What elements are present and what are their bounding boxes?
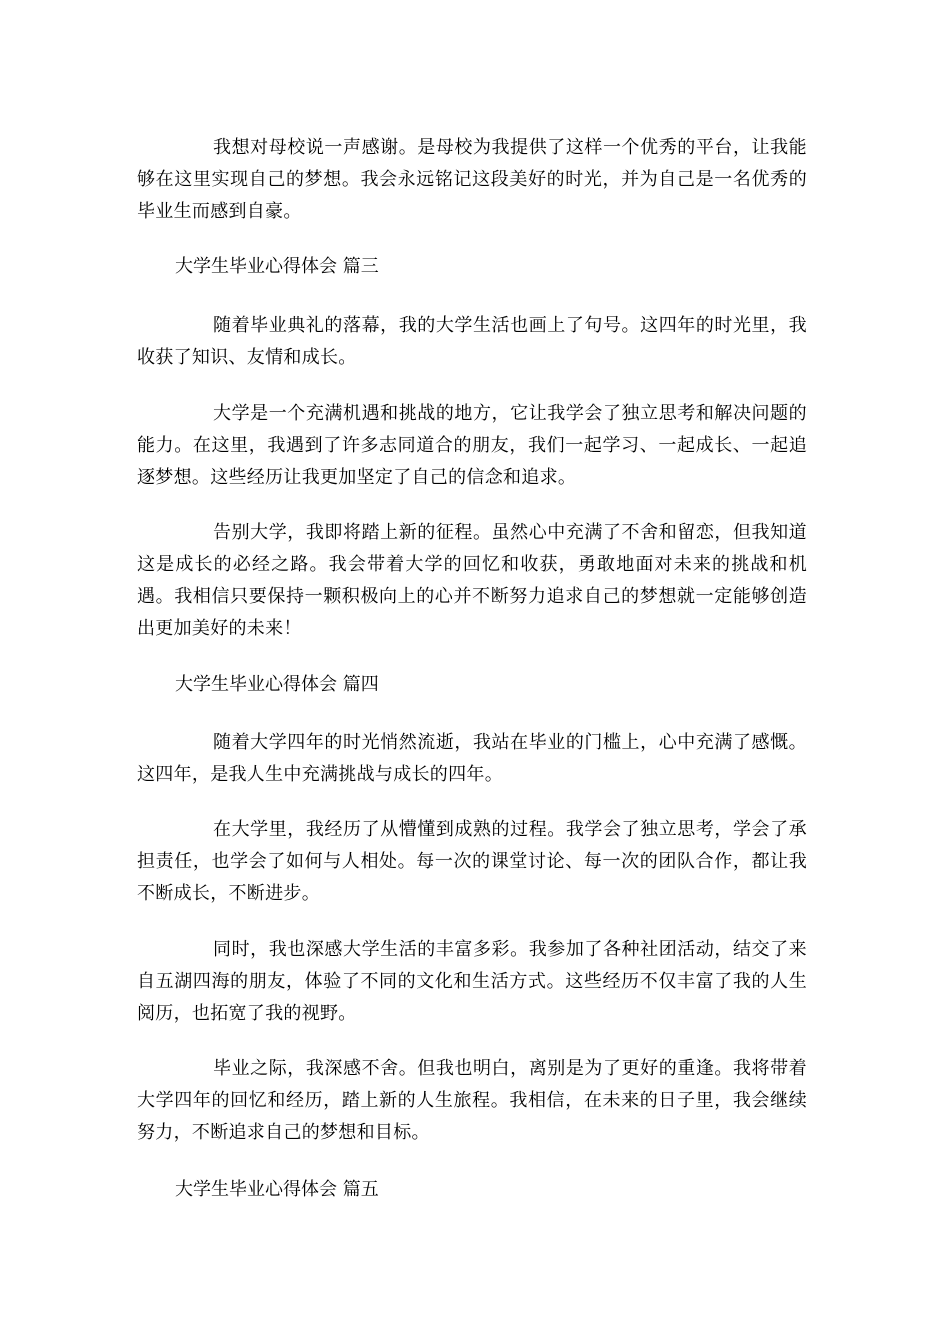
paragraph-four-years: 随着大学四年的时光悄然流逝，我站在毕业的门槛上，心中充满了感慨。这四年，是我人生中充满挑战与成长的四年。 — [137, 732, 807, 785]
section-heading-part-five: 大学生毕业心得体会 篇五 — [175, 1179, 379, 1200]
paragraph-growth: 在大学里，我经历了从懵懂到成熟的过程。我学会了独立思考，学会了承担责任，也学会了如何与人相处。每一次的课堂讨论、每一次的团队合作，都让我不断成长，不断进步。 — [137, 819, 807, 904]
paragraph-campus-life: 同时，我也深感大学生活的丰富多彩。我参加了各种社团活动，结交了来自五湖四海的朋友，体验了不同的文化和生活方式。这些经历不仅丰富了我的人生阅历，也拓宽了我的视野。 — [137, 939, 807, 1024]
paragraph-university-opportunities: 大学是一个充满机遇和挑战的地方，它让我学会了独立思考和解决问题的能力。在这里，我遇到了许多志同道合的朋友，我们一起学习、一起成长、一起追逐梦想。这些经历让我更加坚定了自己的信念和追求。 — [137, 403, 807, 488]
paragraph-graduation-ceremony: 随着毕业典礼的落幕，我的大学生活也画上了句号。这四年的时光里，我收获了知识、友情和成长。 — [137, 315, 807, 368]
paragraph-farewell-university: 告别大学，我即将踏上新的征程。虽然心中充满了不舍和留恋，但我知道这是成长的必经之路。我会带着大学的回忆和收获，勇敢地面对未来的挑战和机遇。我相信只要保持一颗积极向上的心并不断努力追求自己的梦想就一定能够创造出更加美好的未来！ — [137, 522, 807, 639]
paragraph-gratitude: 我想对母校说一声感谢。是母校为我提供了这样一个优秀的平台，让我能够在这里实现自己的梦想。我会永远铭记这段美好的时光，并为自己是一名优秀的毕业生而感到自豪。 — [137, 137, 807, 222]
section-heading-part-four: 大学生毕业心得体会 篇四 — [175, 674, 379, 695]
section-heading-part-three: 大学生毕业心得体会 篇三 — [175, 256, 379, 277]
paragraph-departure: 毕业之际，我深感不舍。但我也明白，离别是为了更好的重逢。我将带着大学四年的回忆和经历，踏上新的人生旅程。我相信，在未来的日子里，我会继续努力，不断追求自己的梦想和目标。 — [137, 1058, 807, 1143]
